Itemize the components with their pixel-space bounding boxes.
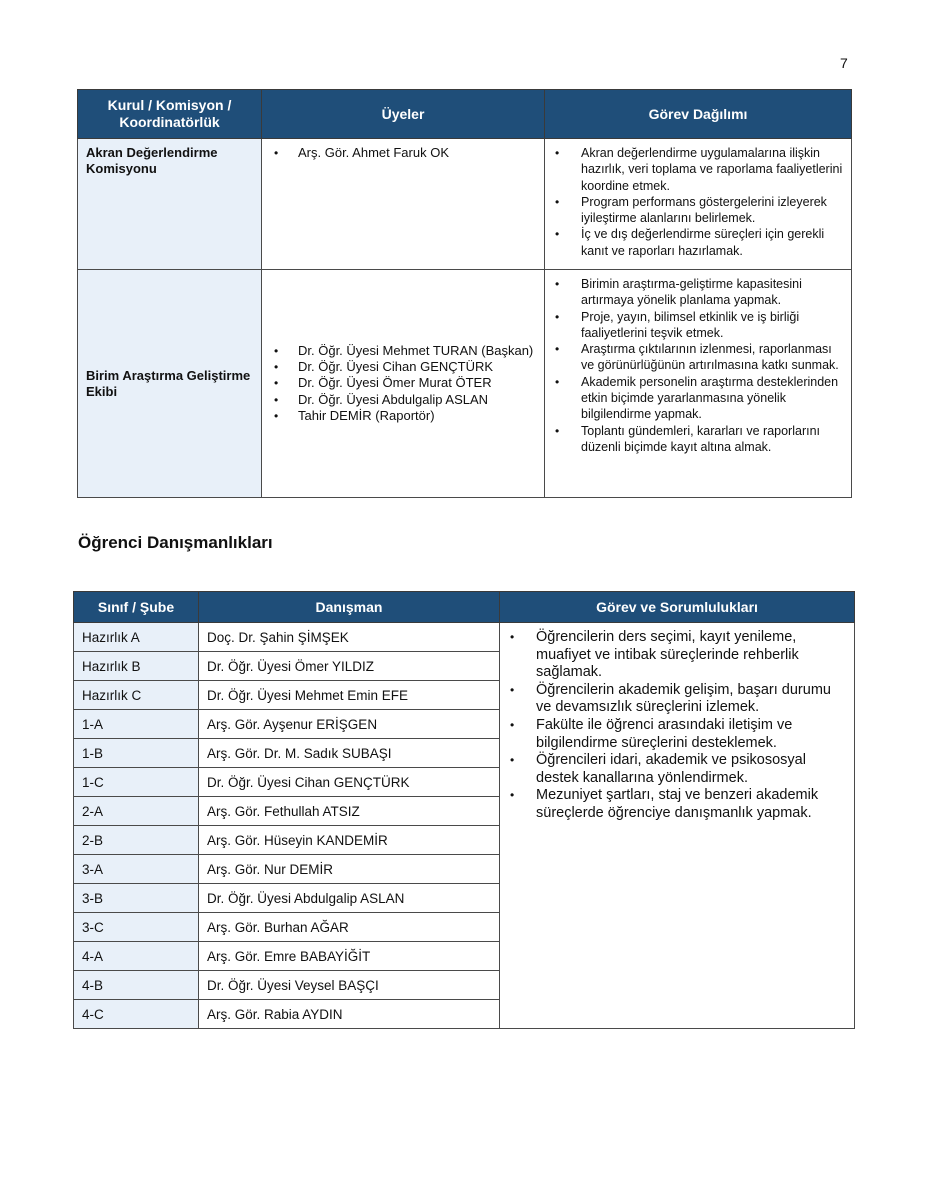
table-header-row bbox=[78, 90, 852, 139]
class-cell: 2-B bbox=[74, 826, 199, 855]
list-item: • Dr. Öğr. Üyesi Abdulgalip ASLAN bbox=[272, 392, 536, 408]
column-header-tasks: Görev Dağılımı bbox=[545, 90, 852, 139]
advisor-cell: Doç. Dr. Şahin ŞİMŞEK bbox=[199, 623, 500, 652]
class-cell: 3-B bbox=[74, 884, 199, 913]
list-item: • Dr. Öğr. Üyesi Ömer Murat ÖTER bbox=[272, 375, 536, 391]
members-list bbox=[272, 145, 536, 161]
advisor-cell: Dr. Öğr. Üyesi Ömer YILDIZ bbox=[199, 652, 500, 681]
class-cell: 3-A bbox=[74, 855, 199, 884]
tasks-list bbox=[553, 145, 843, 259]
advisor-cell: Arş. Gör. Rabia AYDIN bbox=[199, 1000, 500, 1029]
list-item: • Öğrencileri idari, akademik ve psikososyal destek kanallarına yönlendirmek. bbox=[508, 752, 846, 787]
responsibilities-cell bbox=[500, 623, 855, 1029]
advisor-cell: Arş. Gör. Ayşenur ERİŞGEN bbox=[199, 710, 500, 739]
class-cell: 1-A bbox=[74, 710, 199, 739]
list-item: • Akran değerlendirme uygulamalarına ilişkin hazırlık, veri toplama ve raporlama faaliyetlerini koordine etmek. bbox=[553, 145, 843, 194]
list-item: • Dr. Öğr. Üyesi Cihan GENÇTÜRK bbox=[272, 359, 536, 375]
list-item: • Akademik personelin araştırma desteklerinden etkin biçimde yararlanmasına yönelik bilgilendirme yapmak. bbox=[553, 374, 843, 423]
list-item: • Öğrencilerin ders seçimi, kayıt yenileme, muafiyet ve intibak süreçlerinde rehberlik sağlamak. bbox=[508, 629, 846, 682]
list-item: • Dr. Öğr. Üyesi Mehmet TURAN (Başkan) bbox=[272, 343, 536, 359]
list-item: • Mezuniyet şartları, staj ve benzeri akademik süreçlerde öğrenciye danışmanlık yapmak. bbox=[508, 787, 846, 822]
advisor-cell: Arş. Gör. Emre BABAYİĞİT bbox=[199, 942, 500, 971]
committees-table bbox=[77, 89, 852, 498]
list-item: • Öğrencilerin akademik gelişim, başarı durumu ve devamsızlık süreçlerini izlemek. bbox=[508, 682, 846, 717]
column-header-class: Sınıf / Şube bbox=[74, 592, 199, 623]
class-cell: 2-A bbox=[74, 797, 199, 826]
class-cell: 4-A bbox=[74, 942, 199, 971]
class-cell: 1-C bbox=[74, 768, 199, 797]
table-row bbox=[78, 270, 852, 498]
members-list bbox=[272, 343, 536, 424]
section-title: Öğrenci Danışmanlıkları bbox=[78, 533, 273, 552]
advisor-cell: Dr. Öğr. Üyesi Veysel BAŞÇI bbox=[199, 971, 500, 1000]
class-cell: Hazırlık C bbox=[74, 681, 199, 710]
class-cell: Hazırlık B bbox=[74, 652, 199, 681]
tasks-list bbox=[553, 276, 843, 455]
advisor-cell: Arş. Gör. Burhan AĞAR bbox=[199, 913, 500, 942]
committee-name: Birim Araştırma Geliştirme Ekibi bbox=[78, 270, 262, 498]
list-item: • Fakülte ile öğrenci arasındaki iletişim ve bilgilendirme süreçlerini desteklemek. bbox=[508, 717, 846, 752]
list-item: • Proje, yayın, bilimsel etkinlik ve iş birliği faaliyetlerini teşvik etmek. bbox=[553, 309, 843, 342]
tasks-cell bbox=[545, 270, 852, 498]
table-row bbox=[78, 139, 852, 270]
advisor-cell: Dr. Öğr. Üyesi Abdulgalip ASLAN bbox=[199, 884, 500, 913]
list-item: • Program performans göstergelerini izleyerek iyileştirme alanlarını belirlemek. bbox=[553, 194, 843, 227]
committee-name: Akran Değerlendirme Komisyonu bbox=[78, 139, 262, 270]
class-cell: 4-C bbox=[74, 1000, 199, 1029]
column-header-committee: Kurul / Komisyon / Koordinatörlük bbox=[78, 90, 262, 139]
advisor-cell: Arş. Gör. Fethullah ATSIZ bbox=[199, 797, 500, 826]
members-cell bbox=[262, 270, 545, 498]
table-row bbox=[74, 623, 855, 652]
class-cell: Hazırlık A bbox=[74, 623, 199, 652]
class-cell: 1-B bbox=[74, 739, 199, 768]
table-header-row bbox=[74, 592, 855, 623]
list-item: • Toplantı gündemleri, kararları ve raporlarını düzenli biçimde kayıt altına almak. bbox=[553, 423, 843, 456]
class-cell: 4-B bbox=[74, 971, 199, 1000]
advisor-cell: Arş. Gör. Hüseyin KANDEMİR bbox=[199, 826, 500, 855]
list-item: • Araştırma çıktılarının izlenmesi, raporlanması ve görünürlüğünün artırılmasına katkı sunmak. bbox=[553, 341, 843, 374]
column-header-responsibilities: Görev ve Sorumlulukları bbox=[500, 592, 855, 623]
class-cell: 3-C bbox=[74, 913, 199, 942]
list-item: • Arş. Gör. Ahmet Faruk OK bbox=[272, 145, 536, 161]
page-number: 7 bbox=[840, 55, 848, 71]
members-cell bbox=[262, 139, 545, 270]
advisor-cell: Arş. Gör. Dr. M. Sadık SUBAŞI bbox=[199, 739, 500, 768]
column-header-advisor: Danışman bbox=[199, 592, 500, 623]
tasks-cell bbox=[545, 139, 852, 270]
column-header-members: Üyeler bbox=[262, 90, 545, 139]
responsibilities-list bbox=[508, 629, 846, 823]
list-item: • Tahir DEMİR (Raportör) bbox=[272, 408, 536, 424]
advisor-cell: Dr. Öğr. Üyesi Mehmet Emin EFE bbox=[199, 681, 500, 710]
advisor-cell: Arş. Gör. Nur DEMİR bbox=[199, 855, 500, 884]
advising-table bbox=[73, 591, 855, 1029]
advisor-cell: Dr. Öğr. Üyesi Cihan GENÇTÜRK bbox=[199, 768, 500, 797]
list-item: • İç ve dış değerlendirme süreçleri için gerekli kanıt ve raporları hazırlamak. bbox=[553, 226, 843, 259]
list-item: • Birimin araştırma-geliştirme kapasitesini artırmaya yönelik planlama yapmak. bbox=[553, 276, 843, 309]
